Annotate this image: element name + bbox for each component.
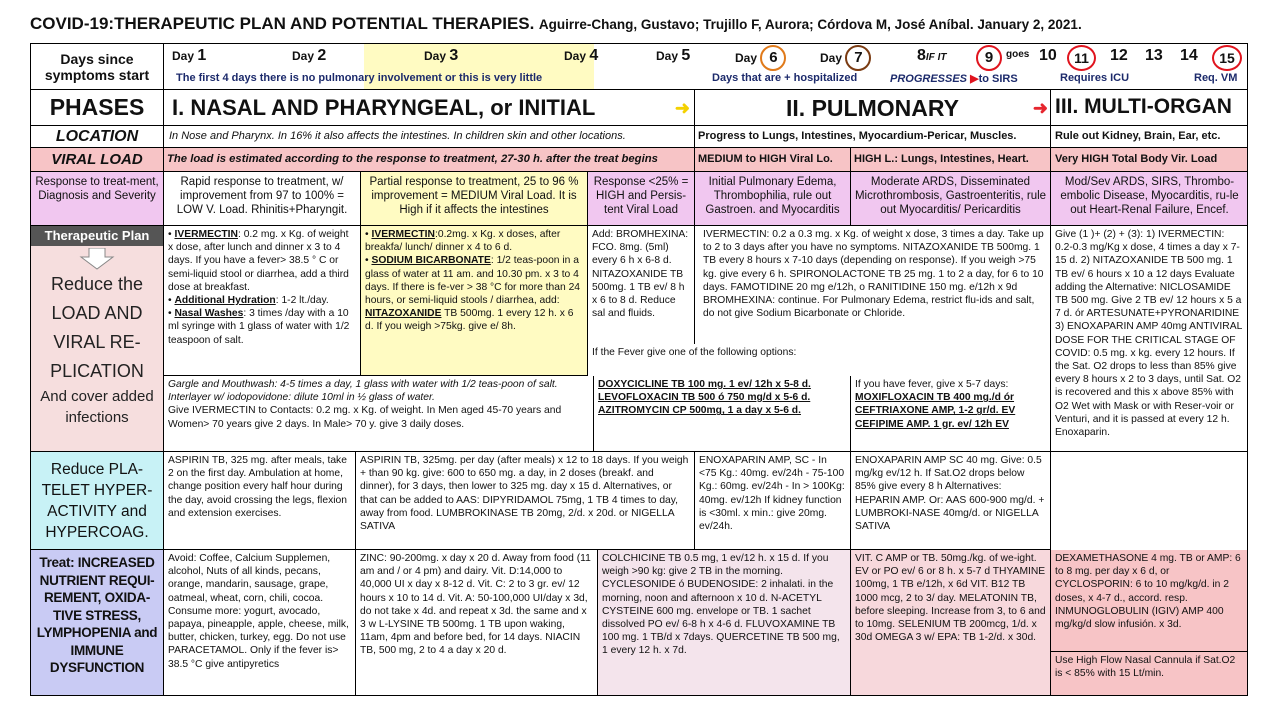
phase-pulmonary: II. PULMONARY ➜ [695,90,1051,126]
phases-label: PHASES [31,90,164,126]
day-12: 12 [1110,47,1128,64]
response-persistent: Response <25% = HIGH and Persis-tent Viral Load [588,172,695,226]
day-6: Day 6 [735,45,786,71]
day-8: 8IF IT [917,47,947,64]
days-timeline [164,44,1248,90]
arrow-icon: ➜ [1032,98,1048,118]
day-1: Day 1 [172,47,207,64]
response-partial: Partial response to treatment, 25 to 96 % improvement = MEDIUM Viral Load. It is High if it affects the intestines [361,172,588,226]
location-pulmonary: Progress to Lungs, Intestines, Myocardium-Pericar, Muscles. [695,126,1051,148]
hospitalized-note: Days that are + hospitalized [712,72,858,84]
plan-initial-day4: Add: BROMHEXINA: FCO. 8mg. (5ml) every 6 h x 6-8 d. NITAZOXANIDE TB 500mg. 1 TB ev/ 8 h x 6 to 8 d. Reduce sal and fluids. [588,226,695,344]
plan-initial-day3: • IVERMECTIN:0.2mg. x Kg. x doses, after breakfa/ lunch/ dinner x 4 to 6 d. • SODIUM BICARBONATE: 1/2 teas-poon in a glass of water at 11 am. and 10.30 pm. x 3 to 4 days. If there is fe-ver > 38 °C for more than 24 hours, or semi-liquid stools / diarrhea, add: NITAZOXANIDE TB 500mg. 1 every 12 h. x 6 d. If you weigh >75kg. give e/ 8h. [361,226,588,376]
nutrient-vitamins: ZINC: 90-200mg. x day x 20 d. Away from food (11 am and / or 4 pm) and dairy. Vit. D:14,000 to 40,000 UI x day x 8-12 d. Vit. C: 2 to 3 gr. ev/ 12 hours x 10 to 14 d. Vit. A: 50-100,000 UI/day x 3d, do not take x 4d. and repeat x 3d. the same and x 3 w L-LYSINE TB 500mg. 1 TB upon waking, 11am, 4pm and before bed, for 14 days. NIACIN TB, 500 mg, 2 to 4 a day x 20 d. [356,550,598,696]
nutrient-dexamethasone: DEXAMETHASONE 4 mg. TB or AMP: 6 to 8 mg. per day x 6 d, or CYCLOSPORIN: 6 to 10 mg/kg/d. in 2 doses, x 4-7 d., accord. resp. INMUNOGLOBULIN (IGIV) AMP 400 mg/kg/d slow infusión. x 3d. [1051,550,1248,652]
requires-icu-note: Requires ICU [1060,72,1130,84]
therapeutic-plan-sidebar [31,226,164,452]
viral-load-high: HIGH L.: Lungs, Intestines, Heart. [851,148,1051,172]
arrow-icon: ➜ [674,98,690,118]
day-14: 14 [1180,47,1198,64]
antibiotics-options-2: If you have fever, give x 5-7 days: MOXIFLOXACIN TB 400 mg./d ór CEFTRIAXONE AMP, 1-2 gr/d. EV CEFIPIME AMP. 1 gr. ev/ 12h EV [851,376,1051,452]
antibiotics-options-1: DOXYCICLINE TB 100 mg. 1 ev/ 12h x 5-8 d. LEVOFLOXACIN TB 500 ó 750 mg/d x 5-6 d. AZITROMYCIN CP 500mg, 1 a day x 5-6 d. [594,376,851,452]
day-9: 9 [976,45,1002,71]
response-severe-ards: Mod/Sev ARDS, SIRS, Thrombo-embolic Disease, Myocarditis, ru-le out Heart-Renal Failure, Encef. [1051,172,1248,226]
cover-infections-text: And cover added infections [40,388,154,426]
down-arrow-icon [79,248,115,270]
viral-load-very-high: Very HIGH Total Body Vir. Load [1051,148,1248,172]
therapeutic-plan-heading: Therapeutic Plan [31,226,163,246]
title-text: COVID-19:THERAPEUTIC PLAN AND POTENTIAL THERAPIES. [30,14,535,33]
therapy-table [30,43,1248,696]
platelet-enoxaparin: ENOXAPARIN AMP, SC - In <75 Kg.: 40mg. ev/24h - 75-100 Kg.: 60mg. ev/24h - In > 100Kg: 40mg. ev/12h If kidney function is <30ml. x min.: give 20mg. ev/24h. [695,452,851,550]
gargle-row: Gargle and Mouthwash: 4-5 times a day, 1 glass with water with 1/2 teas-poon of salt. Interlayer w/ iodopovidone: dilute 10ml in ½ glass of water. Give IVERMECTIN to Contacts: 0.2 mg. x Kg. of weight. In Men aged 45-70 years and Women> 70 years give 2 days. In Male> 70 y. give 3 daily doses. [164,376,594,452]
platelet-aspirin: ASPIRIN TB, 325mg. per day (after meals) x 12 to 18 days. If you weigh + than 90 kg. give: 600 to 650 mg. a day, in 2 doses (breakf. and dinner), for 3 days, then lower to 325 mg. day x 15 d. Alternatives, or that can be added to AAS: DIPYRIDAMOL 75mg, 1 TB 4 times to day, away from food. LUMBROKINASE TB 20mg, 2/d. x 20d. or NIGELLA SATIVA [356,452,695,550]
req-vm-note: Req. VM [1194,72,1238,84]
plan-pulmonary: IVERMECTIN: 0.2 a 0.3 mg. x Kg. of weight x dose, 3 times a day. Take up to 2 to 3 days after you have no symptoms. NITAZOXANIDE TB 500mg. 1 TB every 8 hours x 7-10 days (depending on response). If you weigh >75 kg. give every 6 h. SPIRONOLACTONE TB 25 mg. 1 to 2 a day, for 6 to 10 days. FAMOTIDINE 20 mg e/12h, o RANITIDINE 150 mg. e/12h x 9d BROMHEXINA: continue. For Pulmonary Edema, restrict flu-ids and salt, do not give Sodium Bicarbonate or Chloride. [695,226,1051,376]
plan-multi-organ: Give (1 )+ (2) + (3): 1) IVERMECTIN: 0.2-0.3 mg/Kg x dose, 4 times a day x 7-15 d. 2) NITAZOXANIDE TB 500 mg. 1 TB ev/ 6 hours x 10 a 12 days Evaluate adding the Alternative: NICLOSAMIDE TB 500 mg. Give 2 TB ev/ 12 hours x 5 a 7 d. ór ARTESUNATE+PYRONARIDINE 3) ENOXAPARIN AMP 40mg ANTIVIRAL DOSE FOR THE CRITICAL STAGE OF COVID: 0.5 mg. x kg. every 12 hours. If the Sat. O2 drops to less than 85% give every 8 hours x 2 to 3 days, until Sat. O2 is recovered and this x above 85% with O2 Wet with Mask or with Reser-voir or Venturi, and it is passed at every 12 h. Enoxaparin. [1051,226,1248,452]
nutrient-colchicine: COLCHICINE TB 0.5 mg, 1 ev/12 h. x 15 d. If you weigh >90 kg: give 2 TB in the morning. CYCLESONIDE ó BUDENOSIDE: 2 inhalati. in the morning, noon and afternoon x 10 d. N-ACETYL CYSTEINE 600 mg. envelope or TB. 1 sachet dissolved PO ev/ 6-8 h x 4-6 d. FLUVOXAMINE TB 100 mg. 1 TB/d x 7days. QUERCETINE TB 500 mg, 1 every 12 h. x 7d. [598,550,851,696]
location-multi: Rule out Kidney, Brain, Ear, etc. [1051,126,1248,148]
phase-initial: I. NASAL AND PHARYNGEAL, or INITIAL ➜ [164,90,695,126]
reduce-load-text: Reduce the LOAD AND VIRAL RE-PLICATION [50,274,144,381]
location-initial: In Nose and Pharynx. In 16% it also affects the intestines. In children skin and other locations. [164,126,695,148]
viral-load-medium: MEDIUM to HIGH Viral Lo. [695,148,851,172]
response-label: Response to treat-ment, Diagnosis and Severity [31,172,164,226]
day-4: Day 4 [564,47,599,64]
nutrient-diet: Avoid: Coffee, Calcium Supplemen, alcohol, Nuts of all kinds, pecans, orange, mandarin, sausage, grape, oatmeal, wheat, corn, chili, cocoa. Consume more: yogurt, avocado, papaya, pineapple, apple, cheese, milk, butter, chicken, turkey, egg. Do not use PARACETAMOL. Only if the fever is> 38.5 °C give antipyretics [164,550,356,696]
goes-text: goes [1006,49,1030,60]
nutrient-sidebar: Treat: INCREASED NUTRIENT REQUI-REMENT, OXIDA-TIVE STRESS, LYMPHOPENIA and IMMUNE DYSFUNCTION [31,550,164,696]
initial-note: The first 4 days there is no pulmonary involvement or this is very little [176,72,543,84]
platelet-sidebar: Reduce PLA-TELET HYPER-ACTIVITY and HYPERCOAG. [31,452,164,550]
response-pulmonary-edema: Initial Pulmonary Edema, Thrombophilia, rule out Gastroen. and Myocarditis [695,172,851,226]
day-15: 15 [1212,45,1242,71]
day-2: Day 2 [292,47,327,64]
platelet-initial: ASPIRIN TB, 325 mg. after meals, take 2 on the first day. Ambulation at home, change position every half hour during the day, avoid crossing the legs, flexion and extension exercises. [164,452,356,550]
document-title [30,14,1260,38]
day-13: 13 [1145,47,1163,64]
viral-load-initial: The load is estimated according to the response to treatment, 27-30 h. after the treat begins [164,148,695,172]
days-label: Days since symptoms start [31,44,164,90]
authors-text: Aguirre-Chang, Gustavo; Trujillo F, Aurora; Córdova M, José Aníbal. January 2, 2021. [538,17,1082,32]
day-5: Day 5 [656,47,691,64]
response-rapid: Rapid response to treatment, w/ improvement from 97 to 100% = LOW V. Load. Rhinitis+Pharyngit. [164,172,361,226]
nutrient-oxygen: Use High Flow Nasal Cannula if Sat.O2 is < 85% with 15 Lt/min. [1051,652,1248,696]
response-moderate-ards: Moderate ARDS, Disseminated Microthrombosis, Gastroenteritis, rule out Myocarditis/ Pericarditis [851,172,1051,226]
platelet-enoxaparin-high: ENOXAPARIN AMP SC 40 mg. Give: 0.5 mg/kg ev/12 h. If Sat.O2 drops below 85% give every 8 h Alternatives: HEPARIN AMP. Or: AAS 600-900 mg/d. + LUMBROKI-NASE 40mg/d. or NIGELLA SATIVA [851,452,1051,550]
progresses-note: PROGRESSES ▶to SIRS [890,73,1018,85]
viral-load-label: VIRAL LOAD [31,148,164,172]
phase-multi-organ: III. MULTI-ORGAN [1051,90,1248,126]
day-7: Day 7 [820,45,871,71]
day-3: Day 3 [424,47,459,64]
location-label: LOCATION [31,126,164,148]
nutrient-vit-c: VIT. C AMP or TB. 50mg./kg. of we-ight. EV or PO ev/ 6 or 8 h. x 5-7 d THYAMINE 100mg, 1 TB e/12h, x 6d VIT. B12 TB 1000 mcg, 2 to 3/ day. MELATONIN TB, before sleeping. Increase from 3, to 6 and to 10mg. SELENIUM TB 200mcg, 1/d. x 30d OMEGA 3 w/ EPA: TB 1-2/d. x 30d. [851,550,1051,696]
day-10: 10 [1039,47,1057,64]
day-11: 11 [1067,45,1096,71]
fever-note: If the Fever give one of the following options: [592,347,797,358]
plan-initial-day1: • IVERMECTIN: 0.2 mg. x Kg. of weight x dose, after lunch and dinner x 3 to 4 days. If you have a fever> 38.5 ° C or semi-liquid stool or diarrhea, add a third dose at breakfast. • Additional Hydration: 1-2 lt./day. • Nasal Washes: 3 times /day with a 10 ml syringe with 1 glass of water with 1/2 teaspoon of salt. [164,226,361,376]
